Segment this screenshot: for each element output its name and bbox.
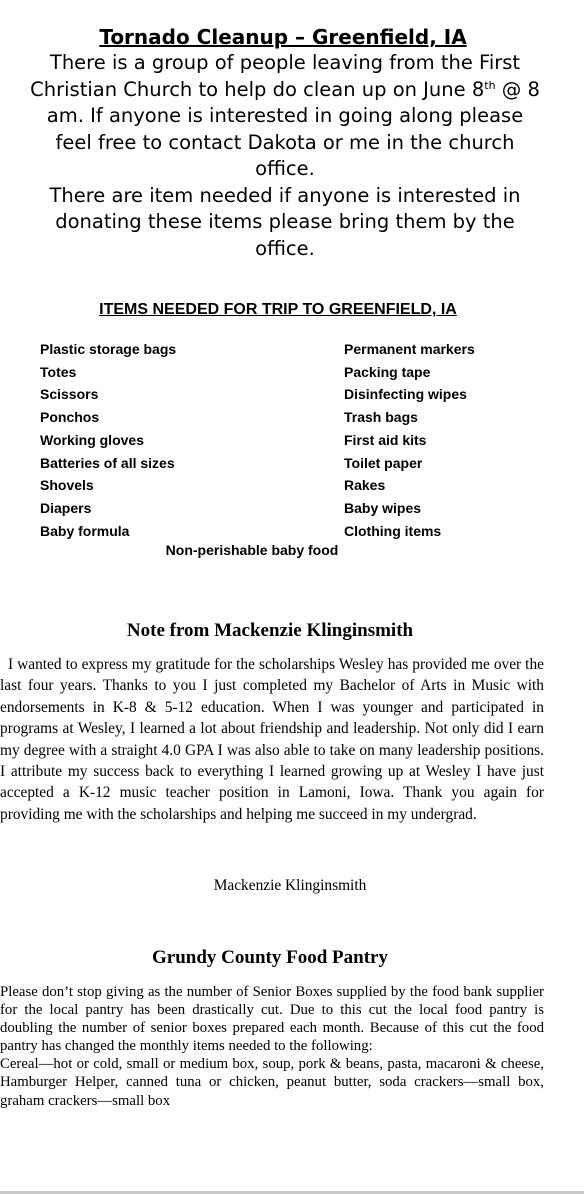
list-item: Trash bags — [344, 409, 418, 426]
items-needed-title: ITEMS NEEDED FOR TRIP TO GREENFIELD, IA — [99, 301, 457, 318]
tornado-title: Tornado Cleanup – Greenfield, IA — [99, 25, 467, 49]
list-item: Batteries of all sizes — [40, 454, 175, 471]
pantry-paragraph: Please don’t stop giving as the number of Senior Boxes supplied by the food bank supplier for the local pantry has been drastically cut. Due to this cut the local food pantry is doubling the number of senior boxes prepared each month. Because of this cut the food pantry has changed the monthly items needed to the following: — [0, 984, 544, 1055]
list-item: Working gloves — [40, 431, 144, 448]
list-item: Totes — [40, 363, 77, 380]
tornado-text-part-2: @ 8 am. If anyone is interested in going along please feel free to contact Dakota or me in the church office. — [46, 77, 540, 180]
pantry-title: Grundy County Food Pantry — [152, 947, 388, 968]
note-body: I wanted to express my gratitude for the scholarships Wesley has provided me over the last four years. Thanks to you I just completed my Bachelor of Arts in Music with endorsements in K-8 & 5-12 education. When I was younger and participated in programs at Wesley, I learned a lot about friendship and leadership. Not only did I earn my degree with a straight 4.0 GPA I was also able to take on many leadership positions. I attribute my success back to everything I learned growing up at Wesley I have just accepted a K-12 music teacher position in Lamoni, Iowa. Thank you again for providing me with the scholarships and helping me succeed in my undergrad. — [0, 656, 544, 823]
tornado-text — [30, 50, 540, 262]
pantry-items-paragraph: Cereal—hot or cold, small or medium box, soup, pork & beans, pasta, macaroni & cheese, Hamburger Helper, canned tuna or chicken, peanut butter, soda crackers—small box, graham crackers—small box — [0, 1056, 544, 1109]
list-item: Packing tape — [344, 363, 431, 380]
list-item: Plastic storage bags — [40, 341, 177, 357]
list-item: Permanent markers — [344, 341, 475, 357]
items-left-column — [40, 338, 270, 542]
list-item: Baby wipes — [344, 499, 422, 516]
list-item: Toilet paper — [344, 454, 423, 471]
list-item: Clothing items — [344, 522, 442, 539]
items-footer: Non-perishable baby food — [165, 542, 339, 558]
tornado-text-part-1: There is a group of people leaving from the First Christian Church to help do clean up on June 8 — [30, 51, 521, 101]
list-item: Disinfecting wipes — [344, 386, 467, 403]
list-item: Scissors — [40, 386, 99, 403]
list-item: Ponchos — [40, 409, 100, 426]
date-superscript: th — [484, 78, 496, 92]
donation-request-text: There are item needed if anyone is interested in donating these items please bring them by the office. — [49, 183, 521, 260]
list-item: Diapers — [40, 499, 92, 516]
list-item: Rakes — [344, 477, 386, 494]
note-signature: Mackenzie Klinginsmith — [213, 877, 367, 894]
items-right-column — [344, 338, 574, 542]
note-title: Note from Mackenzie Klinginsmith — [126, 620, 414, 641]
pantry-body — [0, 983, 544, 1110]
list-item: Baby formula — [40, 522, 130, 539]
list-item: First aid kits — [344, 431, 427, 448]
list-item: Shovels — [40, 477, 94, 494]
